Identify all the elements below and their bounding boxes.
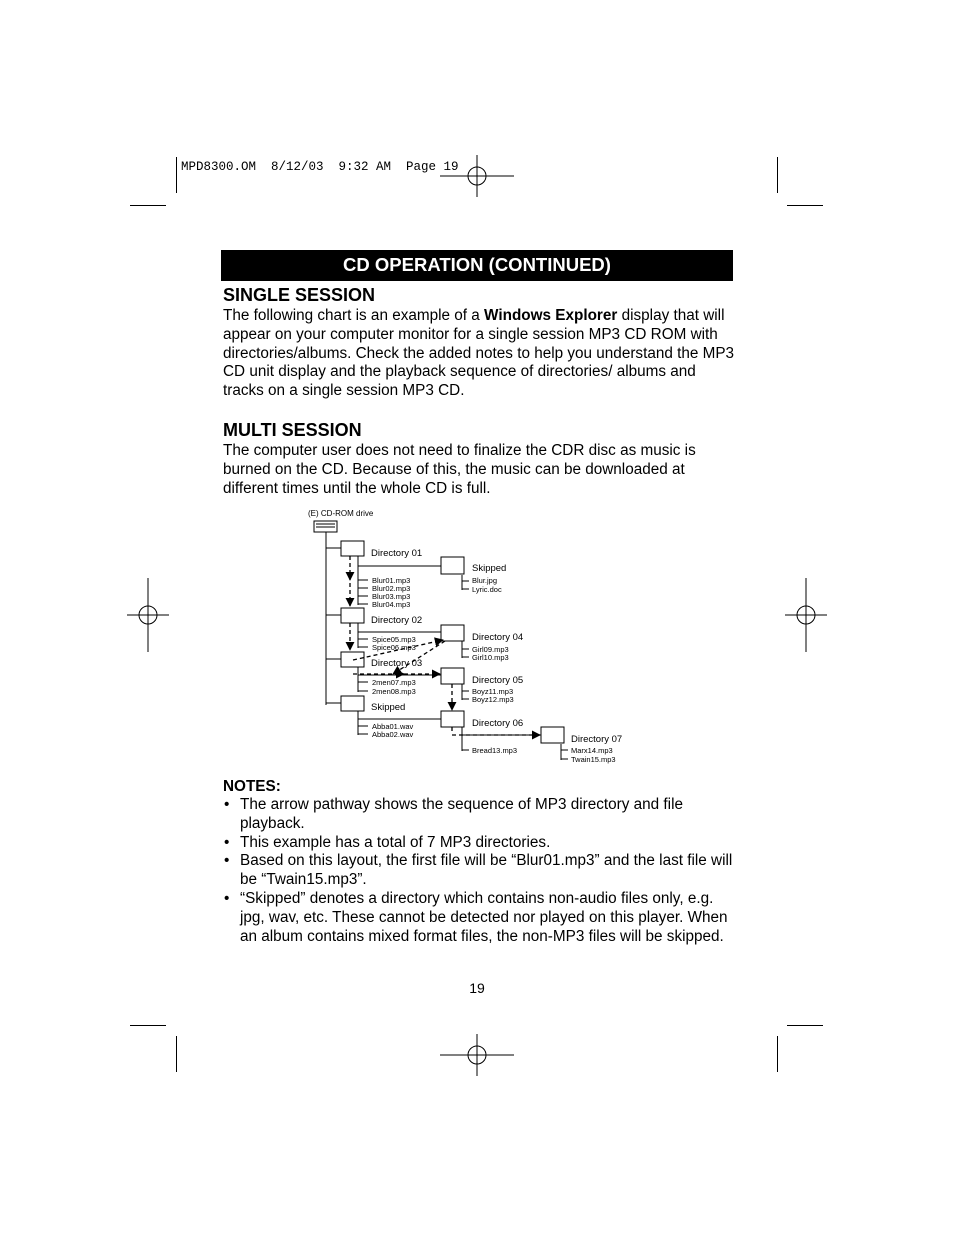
- bullet: •: [224, 852, 230, 870]
- skipped-file: Abba01.wav: [372, 722, 414, 731]
- folder-icon: [441, 557, 464, 574]
- dir07-label: Directory 07: [571, 734, 623, 745]
- dir04-label: Directory 04: [472, 632, 524, 643]
- dir05-file: Boyz11.mp3: [472, 687, 514, 696]
- bullet: •: [224, 833, 230, 851]
- notes-title: NOTES:: [223, 778, 281, 795]
- multi-session-paragraph: The computer user does not need to finalize the CDR disc as music is burned on the CD. Because of this, the music can be downloaded at different times until the whole CD is full.: [223, 442, 696, 497]
- dir03-file: 2men08.mp3: [372, 687, 416, 696]
- drive-label: (E) CD-ROM drive: [308, 509, 374, 518]
- list-item: • Based on this layout, the first file will be “Blur01.mp3” and the last file will be “Twain15.mp3”.: [224, 852, 733, 889]
- dir04-file: Girl09.mp3: [472, 645, 509, 654]
- folder-icon: [341, 608, 364, 623]
- folder-icon: [341, 696, 364, 711]
- dir01-file: Blur03.mp3: [372, 592, 411, 601]
- skipped-label: Skipped: [371, 702, 406, 713]
- bullet: •: [224, 796, 230, 813]
- dir07-file: Marx14.mp3: [571, 746, 613, 755]
- dir04-file: Girl10.mp3: [472, 653, 509, 662]
- dir02-file: Spice06.mp3: [372, 643, 416, 652]
- list-item: • This example has a total of 7 MP3 directories.: [224, 833, 551, 851]
- folder-icon: [541, 727, 564, 743]
- dir01-file: Blur02.mp3: [372, 584, 411, 593]
- skipped-file: Blur.jpg: [472, 576, 498, 585]
- dir05-file: Boyz12.mp3: [472, 695, 514, 704]
- dir07-file: Twain15.mp3: [571, 755, 616, 764]
- bullet: •: [224, 889, 230, 907]
- dir05-label: Directory 05: [472, 675, 524, 686]
- folder-icon: [441, 625, 464, 641]
- multi-session-heading: MULTI SESSION: [223, 420, 362, 440]
- dir01-label: Directory 01: [371, 548, 423, 559]
- dir01-file: Blur01.mp3: [372, 576, 411, 585]
- dir03-label: Directory 03: [371, 658, 423, 669]
- cd-drive-icon: [314, 521, 337, 532]
- skipped-file: Lyric.doc: [472, 585, 502, 594]
- folder-icon: [341, 541, 364, 556]
- notes-list: [223, 796, 735, 946]
- dir06-label: Directory 06: [472, 718, 524, 729]
- single-session-paragraph: The following chart is an example of a Windows Explorer display that will appear on your computer monitor for a single session MP3 CD ROM with directories/albums. Check the added notes to help you understand the MP3 CD unit display and the playback sequence of directories/ albums and tracks on a single session MP3 CD.: [223, 307, 735, 400]
- dir06-file: Bread13.mp3: [472, 746, 518, 755]
- dir02-file: Spice05.mp3: [372, 635, 416, 644]
- dir02-label: Directory 02: [371, 615, 423, 626]
- section-banner: CD OPERATION (CONTINUED): [221, 250, 733, 281]
- folder-icon: [341, 652, 364, 667]
- list-item: • “Skipped” denotes a directory which contains non-audio files only, e.g. jpg, wav, etc. These cannot be detected nor played on this player. When an album contains mixed format files, the non-MP3 files will be skipped.: [224, 889, 728, 945]
- dir01-file: Blur04.mp3: [372, 600, 411, 609]
- list-item: • The arrow pathway shows the sequence of MP3 directory and file playback.: [224, 796, 683, 832]
- skipped-file: Abba02.wav: [372, 730, 414, 739]
- folder-icon: [441, 668, 464, 684]
- dir03-file: 2men07.mp3: [372, 678, 416, 687]
- single-session-heading: SINGLE SESSION: [223, 285, 376, 305]
- print-slug: MPD8300.OM 8/12/03 9:32 AM Page 19: [181, 160, 459, 174]
- skipped-label: Skipped: [472, 563, 507, 574]
- page-number: 19: [469, 980, 485, 996]
- folder-icon: [441, 711, 464, 727]
